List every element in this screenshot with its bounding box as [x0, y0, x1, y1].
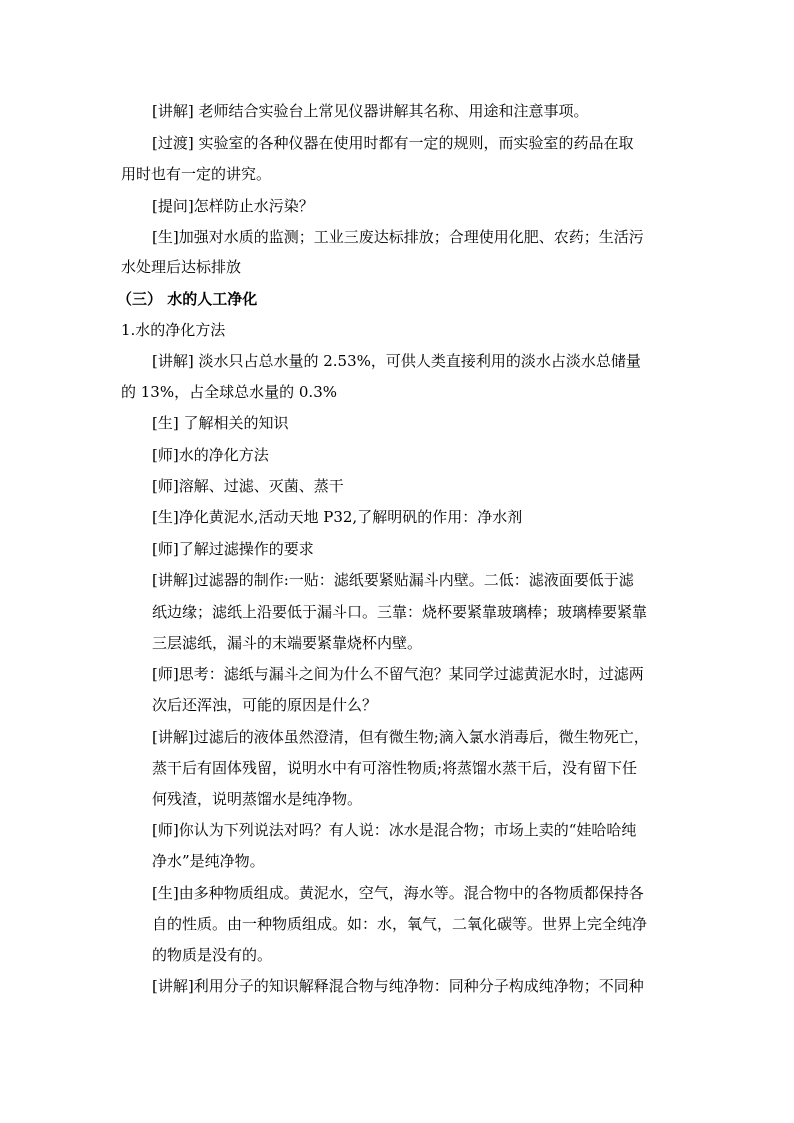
text-line: [讲解] 老师结合实验台上常见仪器讲解其名称、用途和注意事项。: [152, 102, 589, 120]
text-line: [提问]怎样防止水污染？: [152, 197, 314, 215]
text-line: 次后还浑浊，可能的原因是什么？: [152, 696, 378, 714]
text-line: [师]了解过滤操作的要求: [152, 540, 314, 558]
text-line: [生]加强对水质的监测；工业三废达标排放；合理使用化肥、农药；生活污: [152, 228, 644, 246]
text-line: 的 13%，占全球总水量的 0.3%: [121, 383, 337, 401]
text-line: 三层滤纸，漏斗的末端要紧靠烧杯内壁。: [152, 634, 423, 652]
text-line: [过渡] 实验室的各种仪器在使用时都有一定的规则，而实验室的药品在取: [152, 134, 634, 152]
subsection-heading: 1.水的净化方法: [121, 321, 226, 339]
text-line: [生]由多种物质组成。黄泥水，空气，海水等。混合物中的各物质都保持各: [152, 884, 644, 902]
text-line: 水处理后达标排放: [121, 258, 242, 276]
text-line: [生]净化黄泥水,活动天地 P32,了解明矾的作用：净水剂: [152, 508, 523, 526]
text-line: [生] 了解相关的知识: [152, 414, 289, 432]
text-line: [讲解]过滤后的液体虽然澄清，但有微生物;滴入氯水消毒后，微生物死亡，: [152, 728, 649, 746]
text-line: [师]你认为下列说法对吗？有人说：冰水是混合物；市场上卖的“娃哈哈纯: [152, 821, 637, 839]
text-line: [讲解]过滤器的制作:一贴：滤纸要紧贴漏斗内壁。二低：滤液面要低于滤: [152, 571, 634, 589]
text-line: 蒸干后有固体残留，说明水中有可溶性物质;将蒸馏水蒸干后，没有留下任: [152, 759, 638, 777]
text-line: 的物质是没有的。: [152, 946, 273, 964]
text-line: 用时也有一定的讲究。: [121, 165, 272, 183]
text-line: 纸边缘；滤纸上沿要低于漏斗口。三靠：烧杯要紧靠玻璃棒；玻璃棒要紧靠: [152, 603, 648, 621]
text-line: [讲解]利用分子的知识解释混合物与纯净物：同种分子构成纯净物；不同种: [152, 977, 644, 995]
text-line: 何残渣，说明蒸馏水是纯净物。: [152, 790, 363, 808]
text-line: 净水”是纯净物。: [152, 852, 265, 870]
text-line: 自的性质。由一种物质组成。如：水，氧气，二氧化碳等。世界上完全纯净: [152, 915, 648, 933]
text-line: [师]水的净化方法: [152, 446, 269, 464]
text-line: [师]思考：滤纸与漏斗之间为什么不留气泡？某同学过滤黄泥水时，过滤两: [152, 665, 644, 683]
text-line: [讲解] 淡水只占总水量的 2.53%，可供人类直接利用的淡水占淡水总储量: [152, 352, 641, 370]
section-heading: （三） 水的人工净化: [117, 290, 258, 308]
text-line: [师]溶解、过滤、灭菌、蒸干: [152, 477, 344, 495]
